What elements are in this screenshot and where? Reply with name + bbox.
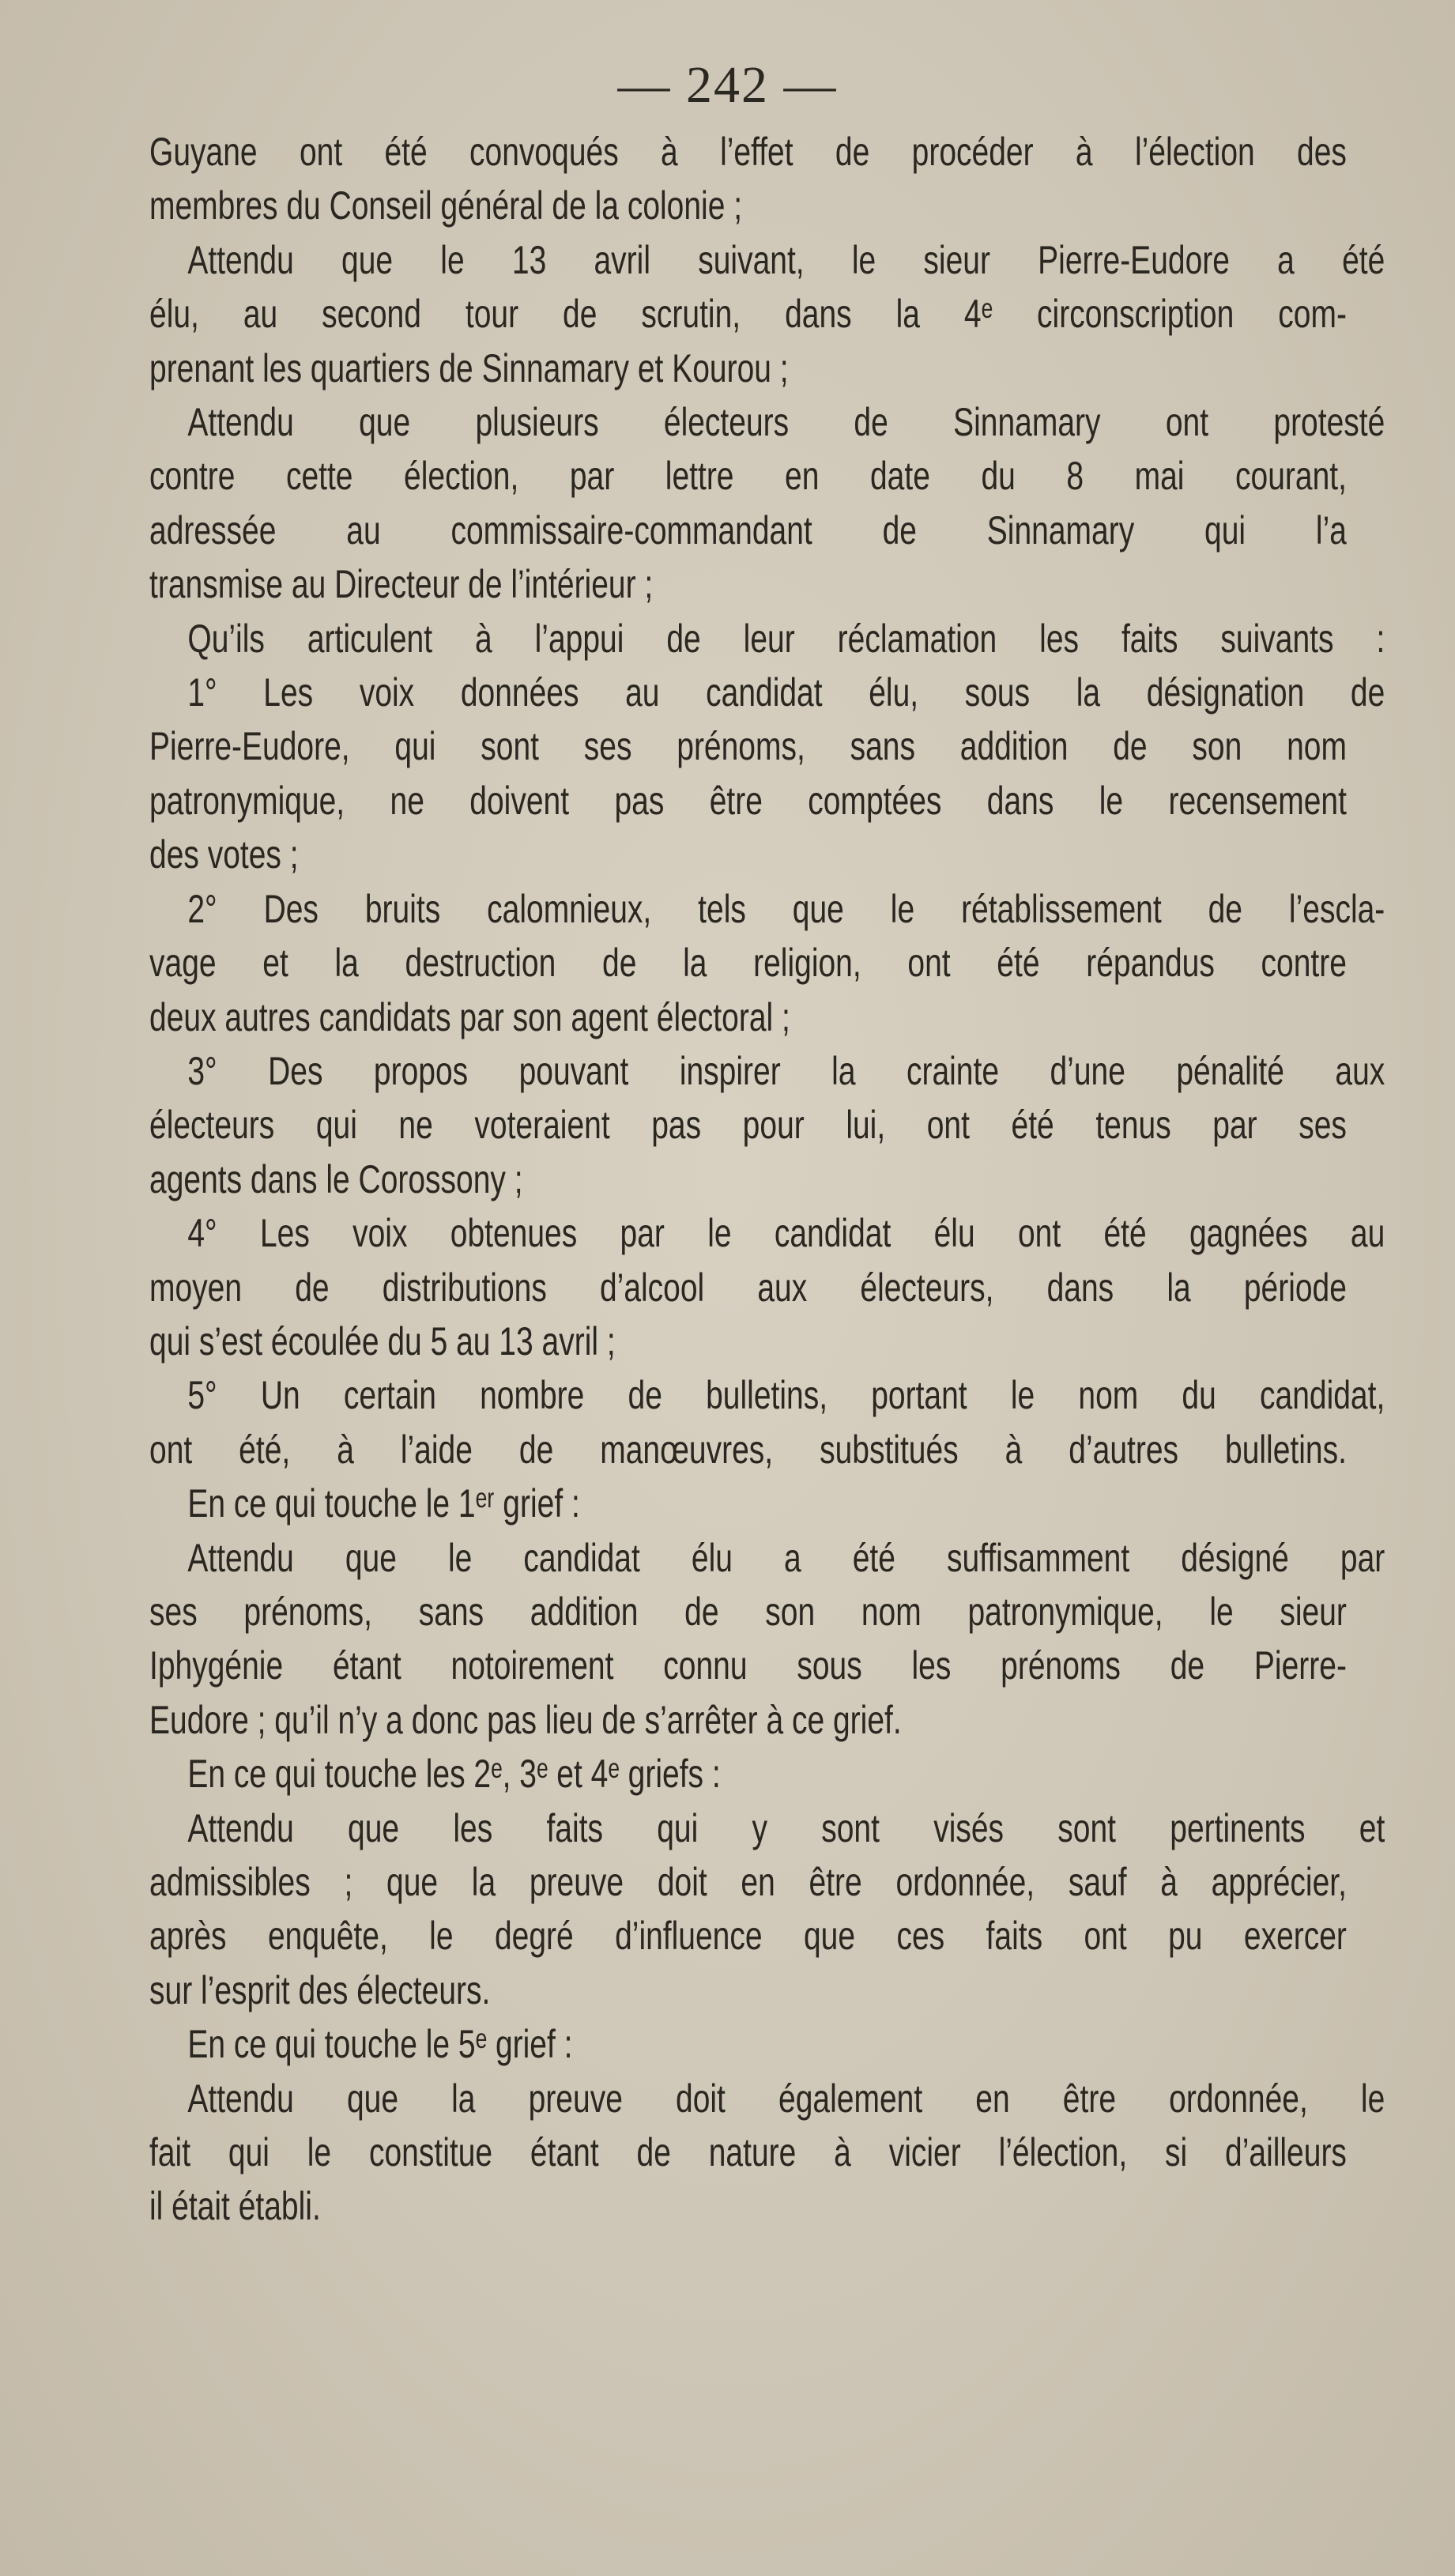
text-line: transmise au Directeur de l’intérieur ; bbox=[149, 562, 654, 607]
body-text bbox=[149, 125, 1385, 2234]
text-line: prenant les quartiers de Sinnamary et Kourou ; bbox=[149, 345, 789, 390]
text-line: Attendu que la preuve doit également en être ordonnée, le bbox=[187, 2076, 1385, 2121]
text-line: membres du Conseil général de la colonie ; bbox=[149, 183, 743, 228]
text-line: Attendu que plusieurs électeurs de Sinnamary ont protesté bbox=[187, 400, 1385, 445]
text-line: Attendu que le 13 avril suivant, le sieur Pierre-Eudore a été bbox=[187, 237, 1385, 282]
text-line: En ce qui touche le 1ᵉʳ grief : bbox=[187, 1481, 580, 1526]
text-line: Eudore ; qu’il n’y a donc pas lieu de s’arrêter à ce grief. bbox=[149, 1697, 902, 1742]
text-line: admissibles ; que la preuve doit en être ordonnée, sauf à apprécier, bbox=[149, 1860, 1347, 1904]
text-line: moyen de distributions d’alcool aux électeurs, dans la période bbox=[149, 1265, 1347, 1310]
text-line: 3° Des propos pouvant inspirer la crainte d’une pénalité aux bbox=[187, 1048, 1385, 1093]
text-line: 5° Un certain nombre de bulletins, portant le nom du candidat, bbox=[187, 1373, 1385, 1418]
page-number: — 242 — bbox=[617, 56, 838, 114]
text-line: En ce qui touche les 2ᵉ, 3ᵉ et 4ᵉ griefs : bbox=[187, 1752, 721, 1797]
text-line: des votes ; bbox=[149, 832, 299, 877]
text-line: sur l’esprit des électeurs. bbox=[149, 1967, 491, 2012]
text-line: patronymique, ne doivent pas être comptées dans le recensement bbox=[149, 778, 1347, 823]
text-line: contre cette élection, par lettre en date du 8 mai courant, bbox=[149, 454, 1347, 499]
text-line: En ce qui touche le 5ᵉ grief : bbox=[187, 2022, 573, 2067]
text-line: ont été, à l’aide de manœuvres, substitués à d’autres bulletins. bbox=[149, 1427, 1347, 1472]
text-line: il était établi. bbox=[149, 2184, 321, 2229]
text-line: deux autres candidats par son agent électoral ; bbox=[149, 994, 790, 1039]
text-line: élu, au second tour de scrutin, dans la 4ᵉ circonscription com- bbox=[149, 292, 1347, 337]
text-line: Pierre-Eudore, qui sont ses prénoms, sans addition de son nom bbox=[149, 724, 1347, 769]
text-line: fait qui le constitue étant de nature à vicier l’élection, si d’ailleurs bbox=[149, 2130, 1347, 2175]
text-line: adressée au commissaire-commandant de Sinnamary qui l’a bbox=[149, 507, 1347, 553]
text-line: Attendu que le candidat élu a été suffisamment désigné par bbox=[187, 1535, 1385, 1580]
text-line: Guyane ont été convoqués à l’effet de procéder à l’élection des bbox=[149, 130, 1347, 174]
text-line: 2° Des bruits calomnieux, tels que le rétablissement de l’escla- bbox=[187, 886, 1385, 931]
text-line: après enquête, le degré d’influence que ces faits ont pu exercer bbox=[149, 1914, 1347, 1959]
text-line: Iphygénie étant notoirement connu sous les prénoms de Pierre- bbox=[149, 1643, 1347, 1688]
text-line: Attendu que les faits qui y sont visés sont pertinents et bbox=[187, 1805, 1385, 1850]
text-line: qui s’est écoulée du 5 au 13 avril ; bbox=[149, 1318, 616, 1363]
text-line: électeurs qui ne voteraient pas pour lui, ont été tenus par ses bbox=[149, 1103, 1347, 1148]
text-line: 1° Les voix données au candidat élu, sous la désignation de bbox=[187, 670, 1385, 715]
text-line: 4° Les voix obtenues par le candidat élu ont été gagnées au bbox=[187, 1211, 1385, 1256]
text-line: Qu’ils articulent à l’appui de leur réclamation les faits suivants : bbox=[187, 616, 1385, 661]
text-line: agents dans le Corossony ; bbox=[149, 1156, 523, 1201]
text-line: ses prénoms, sans addition de son nom patronymique, le sieur bbox=[149, 1589, 1347, 1634]
text-line: vage et la destruction de la religion, ont été répandus contre bbox=[149, 941, 1347, 986]
